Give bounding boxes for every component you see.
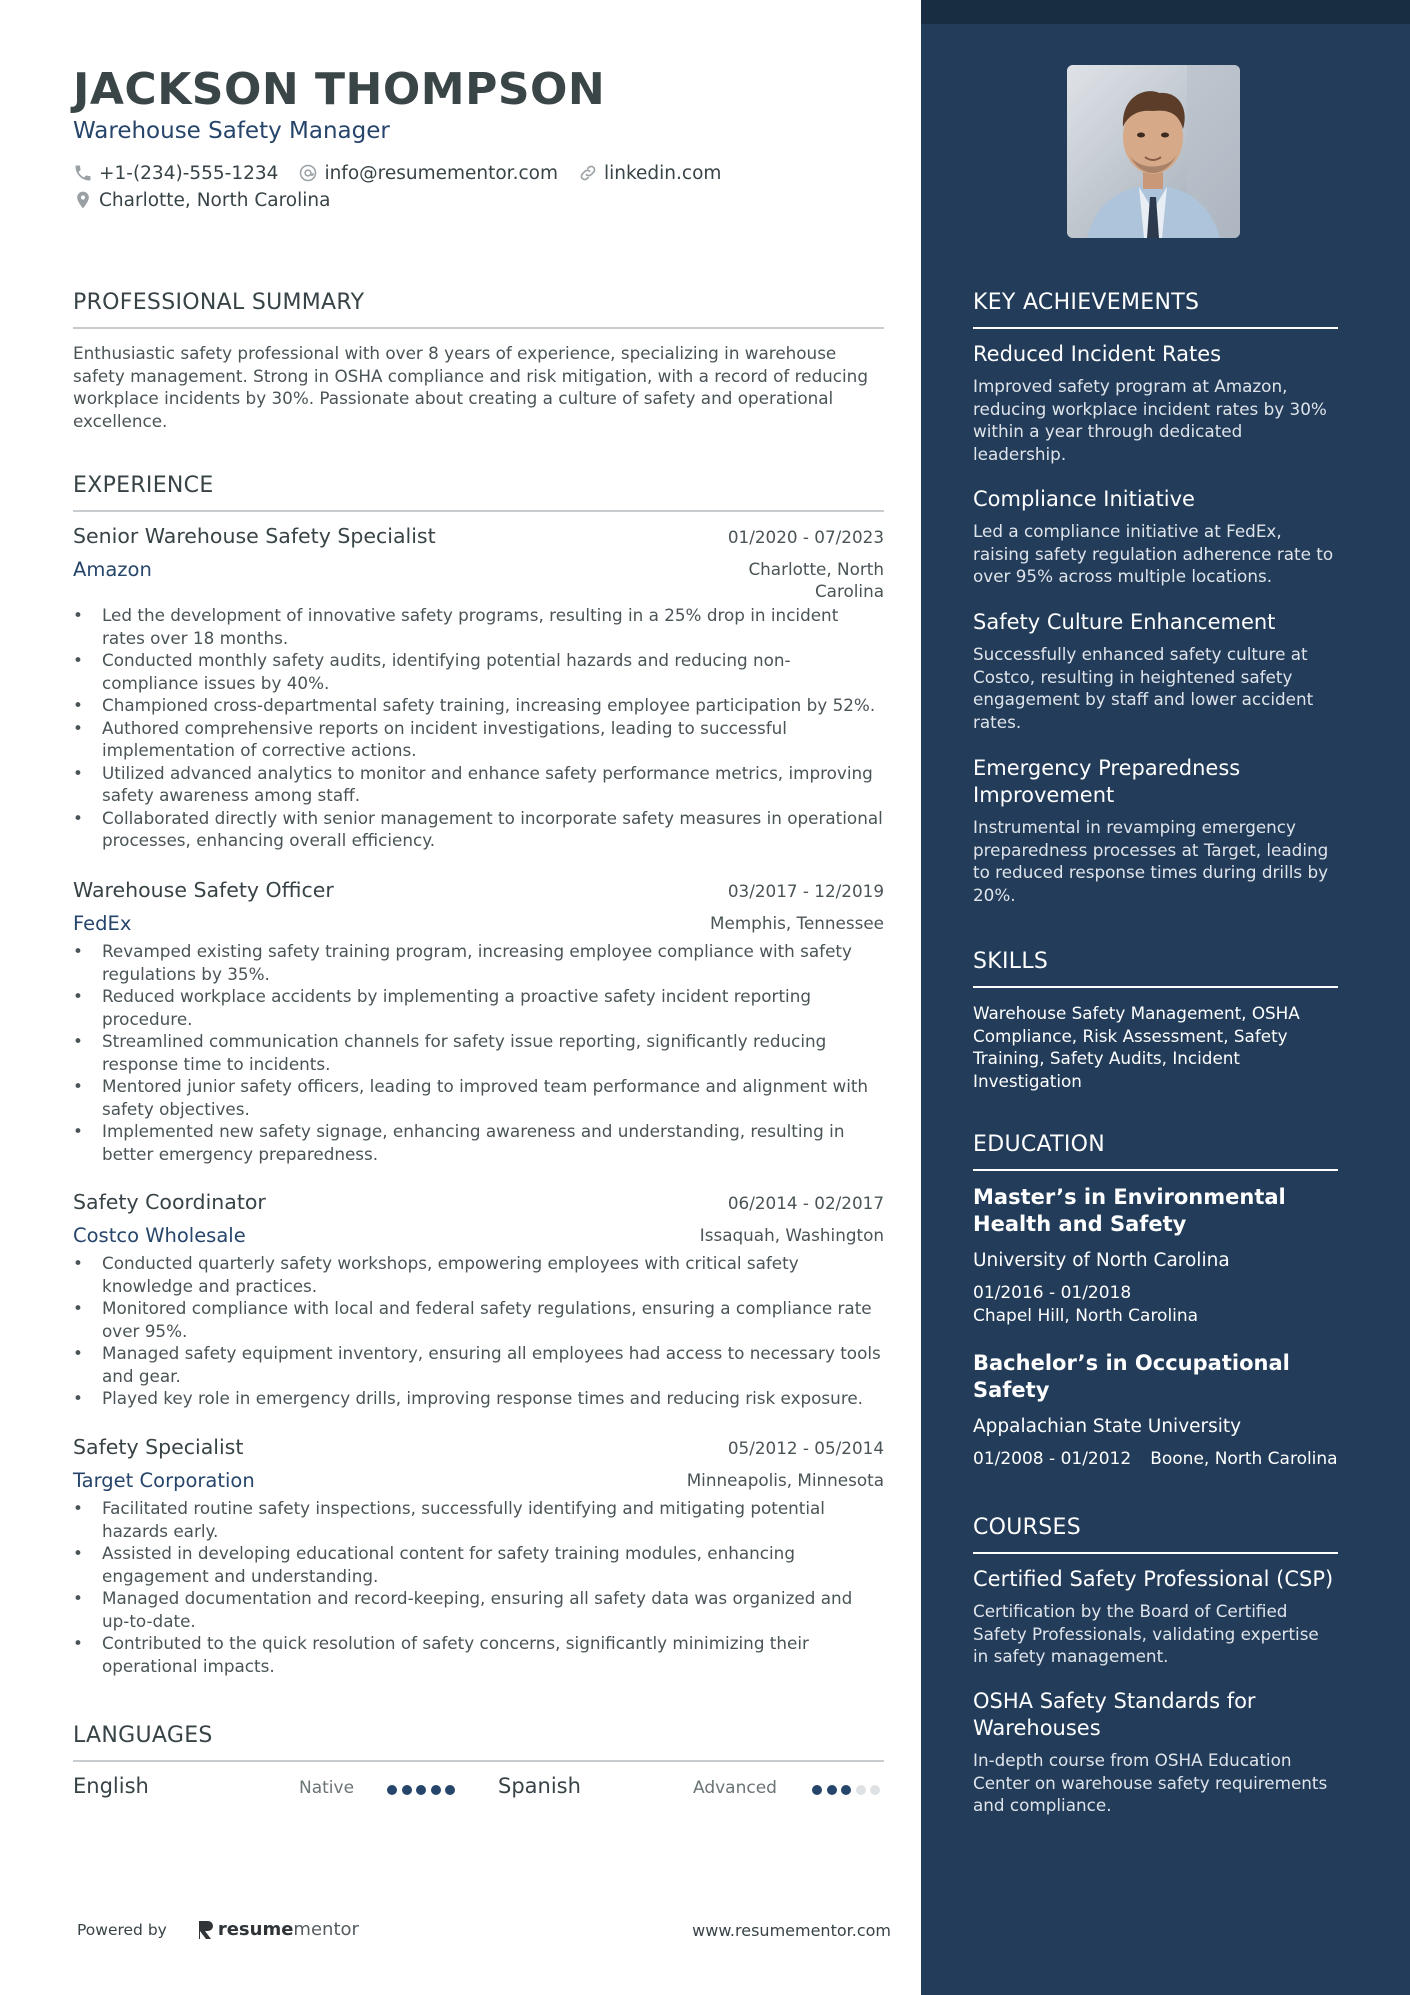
bullet-item: • Implemented new safety signage, enhancing awareness and understanding, resulting in better emergency preparedness.: [73, 1120, 884, 1165]
rating-dot-filled: [812, 1785, 822, 1795]
job-dates: 03/2017 - 12/2019: [727, 881, 884, 901]
course-item: [973, 1688, 1338, 1817]
experience-heading: EXPERIENCE: [73, 473, 884, 512]
bullet-item: • Managed documentation and record-keeping, ensuring all safety data was organized and up-to-date.: [73, 1587, 884, 1632]
education-school: University of North Carolina: [973, 1250, 1230, 1271]
achievement-item: [973, 341, 1338, 465]
rating-dot-filled: [431, 1785, 441, 1795]
footer-website[interactable]: www.resumementor.com: [692, 1921, 891, 1940]
job-entry: [73, 878, 884, 1165]
education-heading: EDUCATION: [973, 1132, 1338, 1171]
job-company: Amazon: [73, 558, 152, 581]
rating-dot-empty: [870, 1785, 880, 1795]
languages-list: [73, 1774, 884, 1804]
rating-dot-filled: [841, 1785, 851, 1795]
course-title: OSHA Safety Standards for Warehouses: [973, 1689, 1256, 1740]
education-dates: 01/2008 - 01/2012: [973, 1449, 1132, 1469]
education-meta: [973, 1448, 1338, 1471]
bullet-item: • Mentored junior safety officers, leading to improved team performance and alignment with safety objectives.: [73, 1075, 884, 1120]
language-level: Native: [299, 1778, 355, 1798]
courses-heading: COURSES: [973, 1515, 1338, 1554]
at-icon: [298, 163, 318, 183]
skills-text: Warehouse Safety Management, OSHA Compliance, Risk Assessment, Safety Training, Safety Audits, Incident Investigation: [973, 1003, 1300, 1091]
education-degree: Master’s in Environmental Health and Safety: [973, 1185, 1286, 1236]
location-text: Charlotte, North Carolina: [99, 189, 331, 211]
contact-location: [73, 190, 330, 211]
job-dates: 05/2012 - 05/2014: [727, 1438, 884, 1458]
contact-linkedin[interactable]: [578, 163, 721, 184]
languages-heading: LANGUAGES: [73, 1723, 884, 1762]
job-bullets: [73, 940, 884, 1165]
powered-by-text: Powered by: [77, 1920, 167, 1939]
language-rating: [812, 1785, 885, 1795]
bullet-item: • Authored comprehensive reports on incident investigations, leading to successful implementation of corrective actions.: [73, 717, 884, 762]
job-bullets: [73, 1252, 884, 1410]
email-text: info@resumementor.com: [324, 162, 558, 184]
profile-photo: [1067, 65, 1240, 238]
job-role: Safety Coordinator: [73, 1190, 266, 1214]
bullet-item: • Managed safety equipment inventory, ensuring all employees had access to necessary tools and gear.: [73, 1342, 884, 1387]
job-entry: [73, 1190, 884, 1410]
job-location: Issaquah, Washington: [699, 1225, 884, 1245]
bullet-item: • Championed cross-departmental safety training, increasing employee participation by 52%.: [73, 694, 884, 717]
job-entry: [73, 524, 884, 852]
portrait-image: [1067, 65, 1240, 238]
brand-normal: mentor: [293, 1919, 359, 1940]
job-dates: 01/2020 - 07/2023: [727, 527, 884, 547]
bullet-item: • Conducted monthly safety audits, identifying potential hazards and reducing non-compliance issues by 40%.: [73, 649, 884, 694]
brand-logo[interactable]: [197, 1919, 359, 1940]
education-school: Appalachian State University: [973, 1416, 1242, 1437]
bullet-item: • Reduced workplace accidents by implementing a proactive safety incident reporting procedure.: [73, 985, 884, 1030]
bullet-item: • Assisted in developing educational content for safety training modules, enhancing engagement and understanding.: [73, 1542, 884, 1587]
bullet-item: • Streamlined communication channels for safety issue reporting, significantly reducing response time to incidents.: [73, 1030, 884, 1075]
achievement-desc: Led a compliance initiative at FedEx, raising safety regulation adherence rate to over 95% across multiple locations.: [973, 521, 1334, 586]
achievement-item: [973, 486, 1338, 588]
language-name: Spanish: [498, 1774, 581, 1798]
linkedin-text: linkedin.com: [603, 162, 722, 184]
achievement-title: Safety Culture Enhancement: [973, 610, 1276, 634]
achievement-item: [973, 755, 1338, 906]
education-meta: [973, 1282, 1338, 1328]
bullet-item: • Collaborated directly with senior management to incorporate safety measures in operational processes, enhancing overall efficiency.: [73, 807, 884, 852]
job-company: Target Corporation: [73, 1469, 255, 1492]
location-pin-icon: [73, 190, 93, 210]
summary-text: Enthusiastic safety professional with over 8 years of experience, specializing in warehouse safety management. Strong in OSHA compliance and risk mitigation, with a record of reducing workplace incidents by 30%. Passionate about creating a culture of safety and operational excellence.: [73, 343, 868, 431]
job-bullets: [73, 1497, 884, 1677]
education-location: Boone, North Carolina: [1150, 1449, 1338, 1469]
job-bullets: [73, 604, 884, 852]
rating-dot-filled: [416, 1785, 426, 1795]
skills-heading: SKILLS: [973, 949, 1338, 988]
job-company: FedEx: [73, 912, 132, 935]
language-rating: [387, 1785, 460, 1795]
bullet-item: • Monitored compliance with local and federal safety regulations, ensuring a compliance rate over 95%.: [73, 1297, 884, 1342]
job-role: Senior Warehouse Safety Specialist: [73, 524, 436, 548]
sidebar-top-bar: [921, 0, 1410, 24]
bullet-item: • Led the development of innovative safety programs, resulting in a 25% drop in incident rates over 18 months.: [73, 604, 884, 649]
contact-info: [73, 161, 741, 215]
achievement-title: Reduced Incident Rates: [973, 342, 1222, 366]
course-title: Certified Safety Professional (CSP): [973, 1567, 1334, 1591]
job-entry: [73, 1435, 884, 1677]
summary-heading: PROFESSIONAL SUMMARY: [73, 290, 884, 329]
achievement-desc: Instrumental in revamping emergency preparedness processes at Target, leading to reduced response times during drills by 20%.: [973, 817, 1329, 905]
course-desc: In-depth course from OSHA Education Center on warehouse safety requirements and compliance.: [973, 1750, 1328, 1815]
footer-branding: [77, 1919, 359, 1940]
course-item: [973, 1566, 1338, 1668]
job-company: Costco Wholesale: [73, 1224, 246, 1247]
rating-dot-empty: [856, 1785, 866, 1795]
job-location: Minneapolis, Minnesota: [686, 1470, 884, 1490]
bullet-item: • Played key role in emergency drills, improving response times and reducing risk exposure.: [73, 1387, 884, 1410]
contact-email[interactable]: [298, 163, 558, 184]
achievement-desc: Improved safety program at Amazon, reducing workplace incident rates by 30% within a year through dedicated leadership.: [973, 376, 1327, 464]
bullet-item: • Facilitated routine safety inspections, successfully identifying and mitigating potential hazards early.: [73, 1497, 884, 1542]
achievements-heading: KEY ACHIEVEMENTS: [973, 290, 1338, 329]
achievement-title: Emergency Preparedness Improvement: [973, 756, 1241, 807]
bullet-item: • Conducted quarterly safety workshops, empowering employees with critical safety knowledge and practices.: [73, 1252, 884, 1297]
phone-icon: [73, 163, 93, 183]
rating-dot-filled: [402, 1785, 412, 1795]
education-location: Chapel Hill, North Carolina: [973, 1306, 1199, 1326]
course-desc: Certification by the Board of Certified Safety Professionals, validating expertise in safety management.: [973, 1601, 1319, 1666]
rating-dot-filled: [827, 1785, 837, 1795]
sidebar: [921, 0, 1410, 1995]
contact-phone[interactable]: [73, 163, 278, 184]
link-icon: [578, 163, 598, 183]
rating-dot-filled: [445, 1785, 455, 1795]
rating-dot-filled: [387, 1785, 397, 1795]
education-item: [973, 1350, 1338, 1471]
education-degree: Bachelor’s in Occupational Safety: [973, 1351, 1290, 1402]
job-role: Warehouse Safety Officer: [73, 878, 334, 902]
candidate-name: JACKSON THOMPSON: [73, 64, 606, 115]
achievement-item: [973, 609, 1338, 733]
job-role: Safety Specialist: [73, 1435, 244, 1459]
brand-bold: resume: [217, 1919, 294, 1940]
achievement-title: Compliance Initiative: [973, 487, 1195, 511]
achievement-desc: Successfully enhanced safety culture at Costco, resulting in heightened safety engagement by staff and lower accident rates.: [973, 644, 1314, 732]
job-title: Warehouse Safety Manager: [73, 118, 390, 144]
bullet-item: • Revamped existing safety training program, increasing employee compliance with safety regulations by 35%.: [73, 940, 884, 985]
job-location: Charlotte, North Carolina: [748, 559, 884, 601]
bullet-item: • Utilized advanced analytics to monitor and enhance safety performance metrics, improving safety awareness among staff.: [73, 762, 884, 807]
bullet-item: • Contributed to the quick resolution of safety concerns, significantly minimizing their operational impacts.: [73, 1632, 884, 1677]
language-name: English: [73, 1774, 149, 1798]
language-level: Advanced: [693, 1778, 777, 1798]
education-item: [973, 1184, 1338, 1328]
resumementor-logo-icon: [197, 1920, 214, 1940]
job-dates: 06/2014 - 02/2017: [727, 1193, 884, 1213]
job-location: Memphis, Tennessee: [710, 913, 884, 933]
education-dates: 01/2016 - 01/2018: [973, 1283, 1132, 1303]
phone-text: +1-(234)-555-1234: [99, 162, 279, 184]
